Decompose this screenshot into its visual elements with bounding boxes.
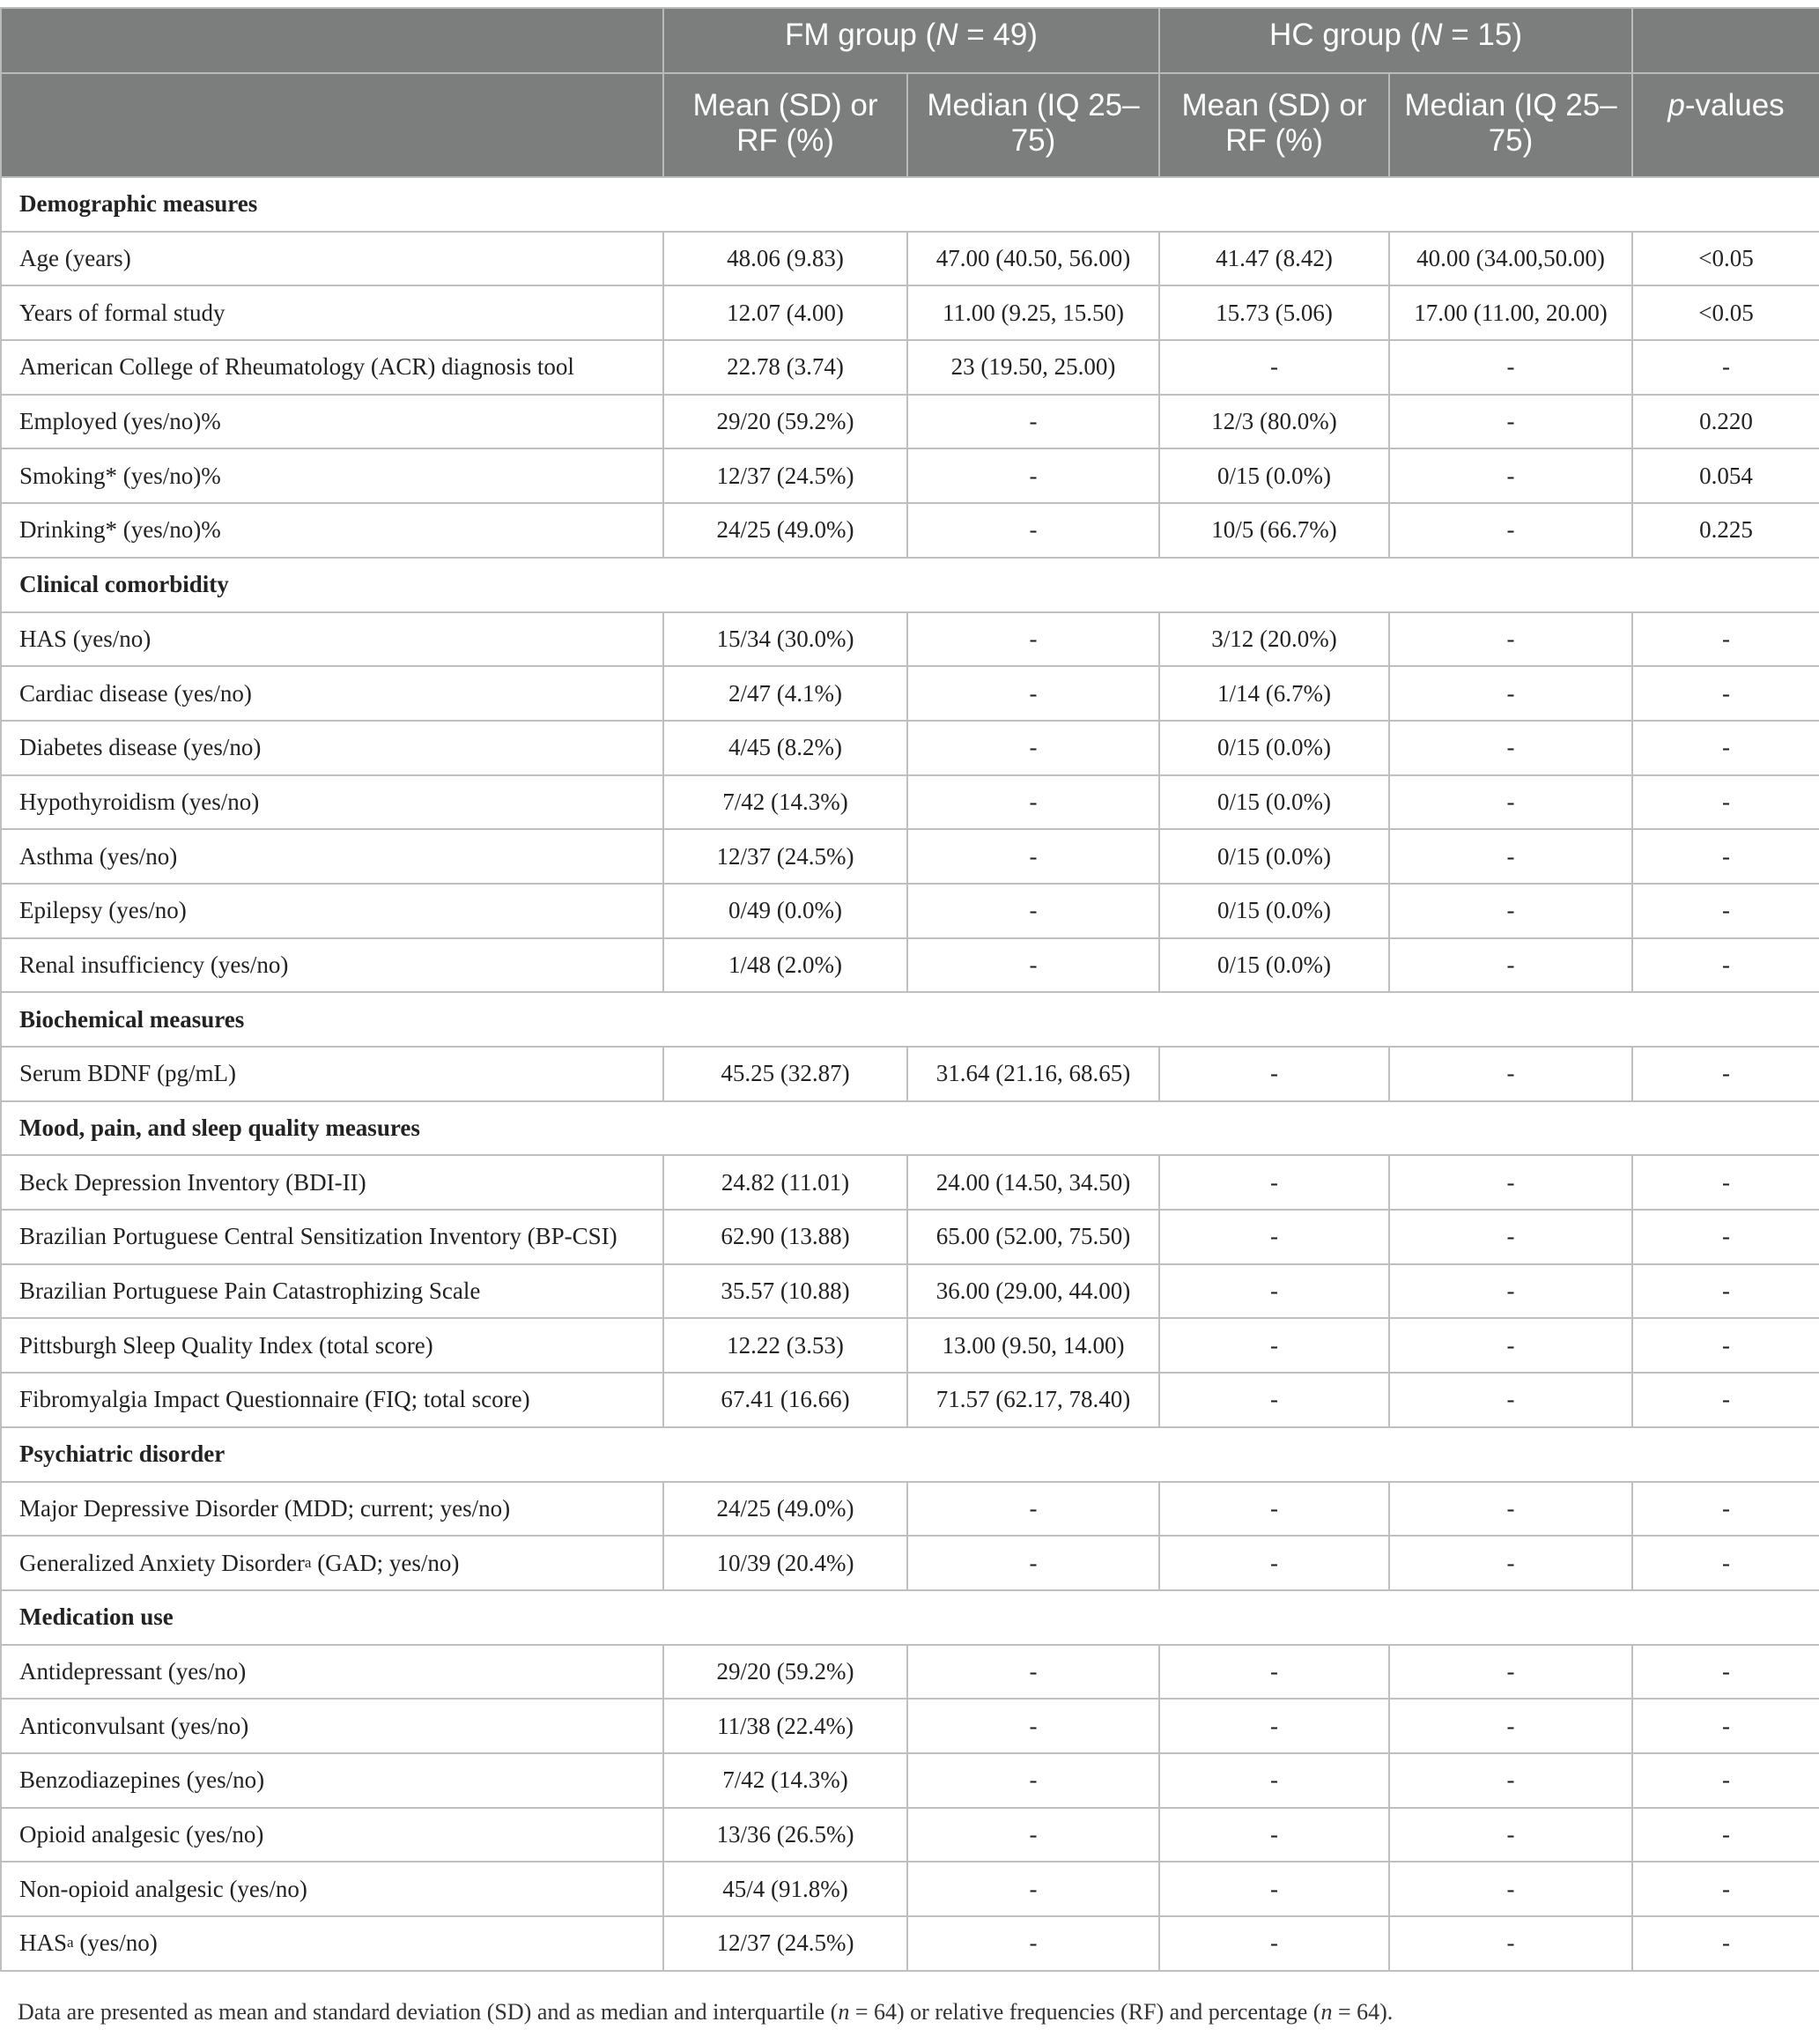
cell-mean-sd-fm: 12/37 (24.5%) bbox=[663, 448, 907, 503]
cell-median-hc: - bbox=[1389, 340, 1632, 395]
table-row bbox=[1, 448, 1819, 503]
cell-median-fm: 24.00 (14.50, 34.50) bbox=[907, 1155, 1159, 1210]
section-row bbox=[1, 992, 1819, 1047]
cell-mean-sd-hc: 41.47 (8.42) bbox=[1159, 232, 1389, 286]
table-container bbox=[0, 7, 1819, 1972]
row-label: Hypothyroidism (yes/no) bbox=[1, 775, 663, 830]
cell-mean-sd-hc: 0/15 (0.0%) bbox=[1159, 884, 1389, 938]
cell-median-hc: - bbox=[1389, 1373, 1632, 1427]
row-label: Opioid analgesic (yes/no) bbox=[1, 1808, 663, 1863]
cell-median-hc: - bbox=[1389, 1318, 1632, 1373]
table-header bbox=[1, 8, 1819, 177]
row-label: Fibromyalgia Impact Questionnaire (FIQ; total score) bbox=[1, 1373, 663, 1427]
cell-mean-sd-fm: 15/34 (30.0%) bbox=[663, 612, 907, 667]
table-row bbox=[1, 884, 1819, 938]
cell-mean-sd-hc: 0/15 (0.0%) bbox=[1159, 938, 1389, 993]
table-row bbox=[1, 721, 1819, 775]
table-footnote: Data are presented as mean and standard deviation (SD) and as median and interquartile (n = 64) or relative frequencies (RF) and percentage (n = 64). bbox=[18, 1999, 1394, 2025]
header-hc-group: HC group (N = 15) bbox=[1159, 8, 1632, 73]
table-row bbox=[1, 1808, 1819, 1863]
cell-mean-sd-hc: - bbox=[1159, 1318, 1389, 1373]
table-row bbox=[1, 938, 1819, 993]
cell-p-value: - bbox=[1632, 775, 1819, 830]
cell-median-hc: - bbox=[1389, 1264, 1632, 1319]
cell-median-fm: 31.64 (21.16, 68.65) bbox=[907, 1047, 1159, 1101]
cell-median-hc: - bbox=[1389, 721, 1632, 775]
cell-median-hc: - bbox=[1389, 829, 1632, 884]
cell-mean-sd-fm: 2/47 (4.1%) bbox=[663, 666, 907, 721]
cell-p-value: - bbox=[1632, 884, 1819, 938]
cell-median-hc: - bbox=[1389, 884, 1632, 938]
section-row bbox=[1, 1590, 1819, 1645]
cell-median-fm: - bbox=[907, 721, 1159, 775]
cell-mean-sd-fm: 12/37 (24.5%) bbox=[663, 1916, 907, 1971]
table-row bbox=[1, 1536, 1819, 1590]
header-mean-sd-fm: Mean (SD) or RF (%) bbox=[663, 73, 907, 177]
cell-median-fm: - bbox=[907, 829, 1159, 884]
cell-mean-sd-fm: 10/39 (20.4%) bbox=[663, 1536, 907, 1590]
table-row bbox=[1, 1916, 1819, 1971]
header-empty-cell bbox=[1, 8, 663, 73]
cell-p-value: - bbox=[1632, 666, 1819, 721]
table-row bbox=[1, 1318, 1819, 1373]
cell-median-hc: - bbox=[1389, 503, 1632, 558]
cell-mean-sd-hc: - bbox=[1159, 1155, 1389, 1210]
row-label: Employed (yes/no)% bbox=[1, 395, 663, 449]
table-row bbox=[1, 612, 1819, 667]
cell-mean-sd-hc: - bbox=[1159, 1808, 1389, 1863]
row-label: Serum BDNF (pg/mL) bbox=[1, 1047, 663, 1101]
row-label: Generalized Anxiety Disorder$^a$ (GAD; yes/no) bbox=[1, 1536, 663, 1590]
section-row bbox=[1, 558, 1819, 612]
cell-median-hc: - bbox=[1389, 1753, 1632, 1808]
cell-mean-sd-fm: 12.22 (3.53) bbox=[663, 1318, 907, 1373]
section-title: Biochemical measures bbox=[1, 992, 1819, 1047]
cell-mean-sd-fm: 22.78 (3.74) bbox=[663, 340, 907, 395]
cell-p-value: - bbox=[1632, 1862, 1819, 1916]
cell-median-hc: - bbox=[1389, 1916, 1632, 1971]
row-label: Brazilian Portuguese Pain Catastrophizing Scale bbox=[1, 1264, 663, 1319]
cell-median-hc: - bbox=[1389, 666, 1632, 721]
cell-p-value: - bbox=[1632, 1753, 1819, 1808]
header-median-hc: Median (IQ 25–75) bbox=[1389, 73, 1632, 177]
cell-median-fm: - bbox=[907, 1482, 1159, 1537]
table-row bbox=[1, 1264, 1819, 1319]
row-label: Brazilian Portuguese Central Sensitization Inventory (BP-CSI) bbox=[1, 1210, 663, 1264]
row-label: Years of formal study bbox=[1, 285, 663, 340]
cell-median-hc: 40.00 (34.00,50.00) bbox=[1389, 232, 1632, 286]
cell-median-fm: - bbox=[907, 503, 1159, 558]
cell-median-fm: - bbox=[907, 884, 1159, 938]
cell-median-hc: - bbox=[1389, 1862, 1632, 1916]
cell-median-hc: - bbox=[1389, 612, 1632, 667]
cell-median-fm: - bbox=[907, 1753, 1159, 1808]
cell-p-value: 0.220 bbox=[1632, 395, 1819, 449]
header-p-values: p-values bbox=[1632, 73, 1819, 177]
section-row bbox=[1, 1427, 1819, 1482]
footnote-marker: a bbox=[67, 1934, 74, 1951]
cell-median-hc: - bbox=[1389, 1047, 1632, 1101]
cell-mean-sd-fm: 1/48 (2.0%) bbox=[663, 938, 907, 993]
cell-mean-sd-hc: 12/3 (80.0%) bbox=[1159, 395, 1389, 449]
cell-mean-sd-fm: 24.82 (11.01) bbox=[663, 1155, 907, 1210]
cell-mean-sd-hc: - bbox=[1159, 1482, 1389, 1537]
cell-median-hc: - bbox=[1389, 1482, 1632, 1537]
section-title: Medication use bbox=[1, 1590, 1819, 1645]
row-label: Major Depressive Disorder (MDD; current; yes/no) bbox=[1, 1482, 663, 1537]
cell-mean-sd-hc: - bbox=[1159, 1210, 1389, 1264]
cell-p-value: <0.05 bbox=[1632, 285, 1819, 340]
cell-median-hc: - bbox=[1389, 448, 1632, 503]
cell-p-value: 0.225 bbox=[1632, 503, 1819, 558]
row-label: Beck Depression Inventory (BDI-II) bbox=[1, 1155, 663, 1210]
cell-mean-sd-fm: 45.25 (32.87) bbox=[663, 1047, 907, 1101]
cell-mean-sd-hc: - bbox=[1159, 1645, 1389, 1700]
table-row bbox=[1, 1047, 1819, 1101]
row-label: Epilepsy (yes/no) bbox=[1, 884, 663, 938]
demographics-table bbox=[0, 7, 1819, 1972]
cell-mean-sd-fm: 29/20 (59.2%) bbox=[663, 1645, 907, 1700]
cell-median-hc: - bbox=[1389, 395, 1632, 449]
row-label: American College of Rheumatology (ACR) diagnosis tool bbox=[1, 340, 663, 395]
cell-median-hc: - bbox=[1389, 775, 1632, 830]
table-row bbox=[1, 775, 1819, 830]
cell-median-fm: 11.00 (9.25, 15.50) bbox=[907, 285, 1159, 340]
cell-mean-sd-fm: 7/42 (14.3%) bbox=[663, 1753, 907, 1808]
header-mean-sd-hc: Mean (SD) or RF (%) bbox=[1159, 73, 1389, 177]
cell-mean-sd-hc: 1/14 (6.7%) bbox=[1159, 666, 1389, 721]
cell-mean-sd-hc: 0/15 (0.0%) bbox=[1159, 721, 1389, 775]
cell-p-value: - bbox=[1632, 1699, 1819, 1753]
row-label: Anticonvulsant (yes/no) bbox=[1, 1699, 663, 1753]
cell-p-value: - bbox=[1632, 721, 1819, 775]
cell-mean-sd-fm: 35.57 (10.88) bbox=[663, 1264, 907, 1319]
cell-median-fm: - bbox=[907, 1699, 1159, 1753]
table-row bbox=[1, 1482, 1819, 1537]
section-row bbox=[1, 1101, 1819, 1156]
cell-mean-sd-hc: 15.73 (5.06) bbox=[1159, 285, 1389, 340]
cell-median-hc: - bbox=[1389, 1155, 1632, 1210]
row-label: Cardiac disease (yes/no) bbox=[1, 666, 663, 721]
cell-p-value: - bbox=[1632, 1318, 1819, 1373]
cell-median-fm: - bbox=[907, 666, 1159, 721]
section-title: Demographic measures bbox=[1, 177, 1819, 232]
cell-mean-sd-fm: 12.07 (4.00) bbox=[663, 285, 907, 340]
cell-p-value: - bbox=[1632, 1645, 1819, 1700]
table-row bbox=[1, 1155, 1819, 1210]
cell-mean-sd-fm: 62.90 (13.88) bbox=[663, 1210, 907, 1264]
section-row bbox=[1, 177, 1819, 232]
table-row bbox=[1, 285, 1819, 340]
row-label: Pittsburgh Sleep Quality Index (total score) bbox=[1, 1318, 663, 1373]
cell-median-hc: - bbox=[1389, 1210, 1632, 1264]
cell-median-fm: - bbox=[907, 1808, 1159, 1863]
section-title: Clinical comorbidity bbox=[1, 558, 1819, 612]
footnote-marker: a bbox=[304, 1553, 312, 1571]
row-label: Age (years) bbox=[1, 232, 663, 286]
section-title: Mood, pain, and sleep quality measures bbox=[1, 1101, 1819, 1156]
cell-median-hc: 17.00 (11.00, 20.00) bbox=[1389, 285, 1632, 340]
cell-p-value: - bbox=[1632, 1264, 1819, 1319]
cell-mean-sd-fm: 45/4 (91.8%) bbox=[663, 1862, 907, 1916]
cell-p-value: - bbox=[1632, 1155, 1819, 1210]
row-label: Asthma (yes/no) bbox=[1, 829, 663, 884]
cell-p-value: - bbox=[1632, 1047, 1819, 1101]
cell-median-fm: - bbox=[907, 395, 1159, 449]
cell-p-value: <0.05 bbox=[1632, 232, 1819, 286]
cell-p-value: - bbox=[1632, 938, 1819, 993]
row-label: Non-opioid analgesic (yes/no) bbox=[1, 1862, 663, 1916]
cell-median-hc: - bbox=[1389, 1699, 1632, 1753]
cell-mean-sd-hc: - bbox=[1159, 1916, 1389, 1971]
cell-median-hc: - bbox=[1389, 1536, 1632, 1590]
cell-p-value: - bbox=[1632, 829, 1819, 884]
section-title: Psychiatric disorder bbox=[1, 1427, 1819, 1482]
cell-mean-sd-fm: 67.41 (16.66) bbox=[663, 1373, 907, 1427]
cell-median-hc: - bbox=[1389, 1808, 1632, 1863]
cell-mean-sd-hc: - bbox=[1159, 1536, 1389, 1590]
cell-mean-sd-fm: 24/25 (49.0%) bbox=[663, 503, 907, 558]
cell-mean-sd-hc: - bbox=[1159, 1753, 1389, 1808]
header-fm-group: FM group (N = 49) bbox=[663, 8, 1159, 73]
cell-mean-sd-hc: - bbox=[1159, 1264, 1389, 1319]
cell-mean-sd-fm: 13/36 (26.5%) bbox=[663, 1808, 907, 1863]
table-row bbox=[1, 1862, 1819, 1916]
cell-median-fm: - bbox=[907, 938, 1159, 993]
table-row bbox=[1, 1645, 1819, 1700]
row-label: Antidepressant (yes/no) bbox=[1, 1645, 663, 1700]
table-row bbox=[1, 1753, 1819, 1808]
cell-median-fm: - bbox=[907, 1916, 1159, 1971]
cell-median-fm: 65.00 (52.00, 75.50) bbox=[907, 1210, 1159, 1264]
cell-mean-sd-fm: 48.06 (9.83) bbox=[663, 232, 907, 286]
cell-median-fm: - bbox=[907, 775, 1159, 830]
table-row bbox=[1, 340, 1819, 395]
cell-p-value: - bbox=[1632, 1536, 1819, 1590]
row-label: Renal insufficiency (yes/no) bbox=[1, 938, 663, 993]
cell-mean-sd-fm: 4/45 (8.2%) bbox=[663, 721, 907, 775]
cell-mean-sd-hc: - bbox=[1159, 1047, 1389, 1101]
cell-median-fm: 36.00 (29.00, 44.00) bbox=[907, 1264, 1159, 1319]
cell-p-value: - bbox=[1632, 612, 1819, 667]
table-row bbox=[1, 666, 1819, 721]
cell-p-value: - bbox=[1632, 340, 1819, 395]
row-label: HAS (yes/no) bbox=[1, 612, 663, 667]
row-label: Benzodiazepines (yes/no) bbox=[1, 1753, 663, 1808]
header-empty-cell bbox=[1, 73, 663, 177]
row-label: Diabetes disease (yes/no) bbox=[1, 721, 663, 775]
cell-mean-sd-fm: 12/37 (24.5%) bbox=[663, 829, 907, 884]
table-row bbox=[1, 829, 1819, 884]
header-median-fm: Median (IQ 25–75) bbox=[907, 73, 1159, 177]
table-row bbox=[1, 503, 1819, 558]
cell-median-fm: - bbox=[907, 1862, 1159, 1916]
cell-median-fm: - bbox=[907, 448, 1159, 503]
cell-mean-sd-hc: - bbox=[1159, 340, 1389, 395]
table-row bbox=[1, 1373, 1819, 1427]
table-row bbox=[1, 232, 1819, 286]
row-label: Drinking* (yes/no)% bbox=[1, 503, 663, 558]
cell-mean-sd-hc: - bbox=[1159, 1862, 1389, 1916]
cell-median-fm: - bbox=[907, 1536, 1159, 1590]
cell-median-fm: 47.00 (40.50, 56.00) bbox=[907, 232, 1159, 286]
cell-median-fm: 13.00 (9.50, 14.00) bbox=[907, 1318, 1159, 1373]
cell-mean-sd-fm: 11/38 (22.4%) bbox=[663, 1699, 907, 1753]
cell-median-fm: 71.57 (62.17, 78.40) bbox=[907, 1373, 1159, 1427]
cell-mean-sd-hc: 3/12 (20.0%) bbox=[1159, 612, 1389, 667]
cell-p-value: - bbox=[1632, 1482, 1819, 1537]
row-label: Smoking* (yes/no)% bbox=[1, 448, 663, 503]
cell-p-value: - bbox=[1632, 1210, 1819, 1264]
cell-median-hc: - bbox=[1389, 938, 1632, 993]
cell-p-value: - bbox=[1632, 1808, 1819, 1863]
table-row bbox=[1, 1699, 1819, 1753]
cell-mean-sd-fm: 24/25 (49.0%) bbox=[663, 1482, 907, 1537]
cell-median-hc: - bbox=[1389, 1645, 1632, 1700]
header-empty-cell bbox=[1632, 8, 1819, 73]
table-row bbox=[1, 395, 1819, 449]
cell-mean-sd-fm: 7/42 (14.3%) bbox=[663, 775, 907, 830]
cell-mean-sd-hc: 0/15 (0.0%) bbox=[1159, 829, 1389, 884]
cell-mean-sd-fm: 29/20 (59.2%) bbox=[663, 395, 907, 449]
table-row bbox=[1, 1210, 1819, 1264]
row-label: HAS$^a$ (yes/no) bbox=[1, 1916, 663, 1971]
cell-mean-sd-hc: 0/15 (0.0%) bbox=[1159, 448, 1389, 503]
cell-median-fm: - bbox=[907, 612, 1159, 667]
cell-p-value: - bbox=[1632, 1373, 1819, 1427]
cell-mean-sd-fm: 0/49 (0.0%) bbox=[663, 884, 907, 938]
cell-mean-sd-hc: 10/5 (66.7%) bbox=[1159, 503, 1389, 558]
cell-p-value: 0.054 bbox=[1632, 448, 1819, 503]
cell-mean-sd-hc: 0/15 (0.0%) bbox=[1159, 775, 1389, 830]
cell-median-fm: - bbox=[907, 1645, 1159, 1700]
cell-median-fm: 23 (19.50, 25.00) bbox=[907, 340, 1159, 395]
cell-p-value: - bbox=[1632, 1916, 1819, 1971]
cell-mean-sd-hc: - bbox=[1159, 1373, 1389, 1427]
cell-mean-sd-hc: - bbox=[1159, 1699, 1389, 1753]
table-body bbox=[1, 177, 1819, 1971]
